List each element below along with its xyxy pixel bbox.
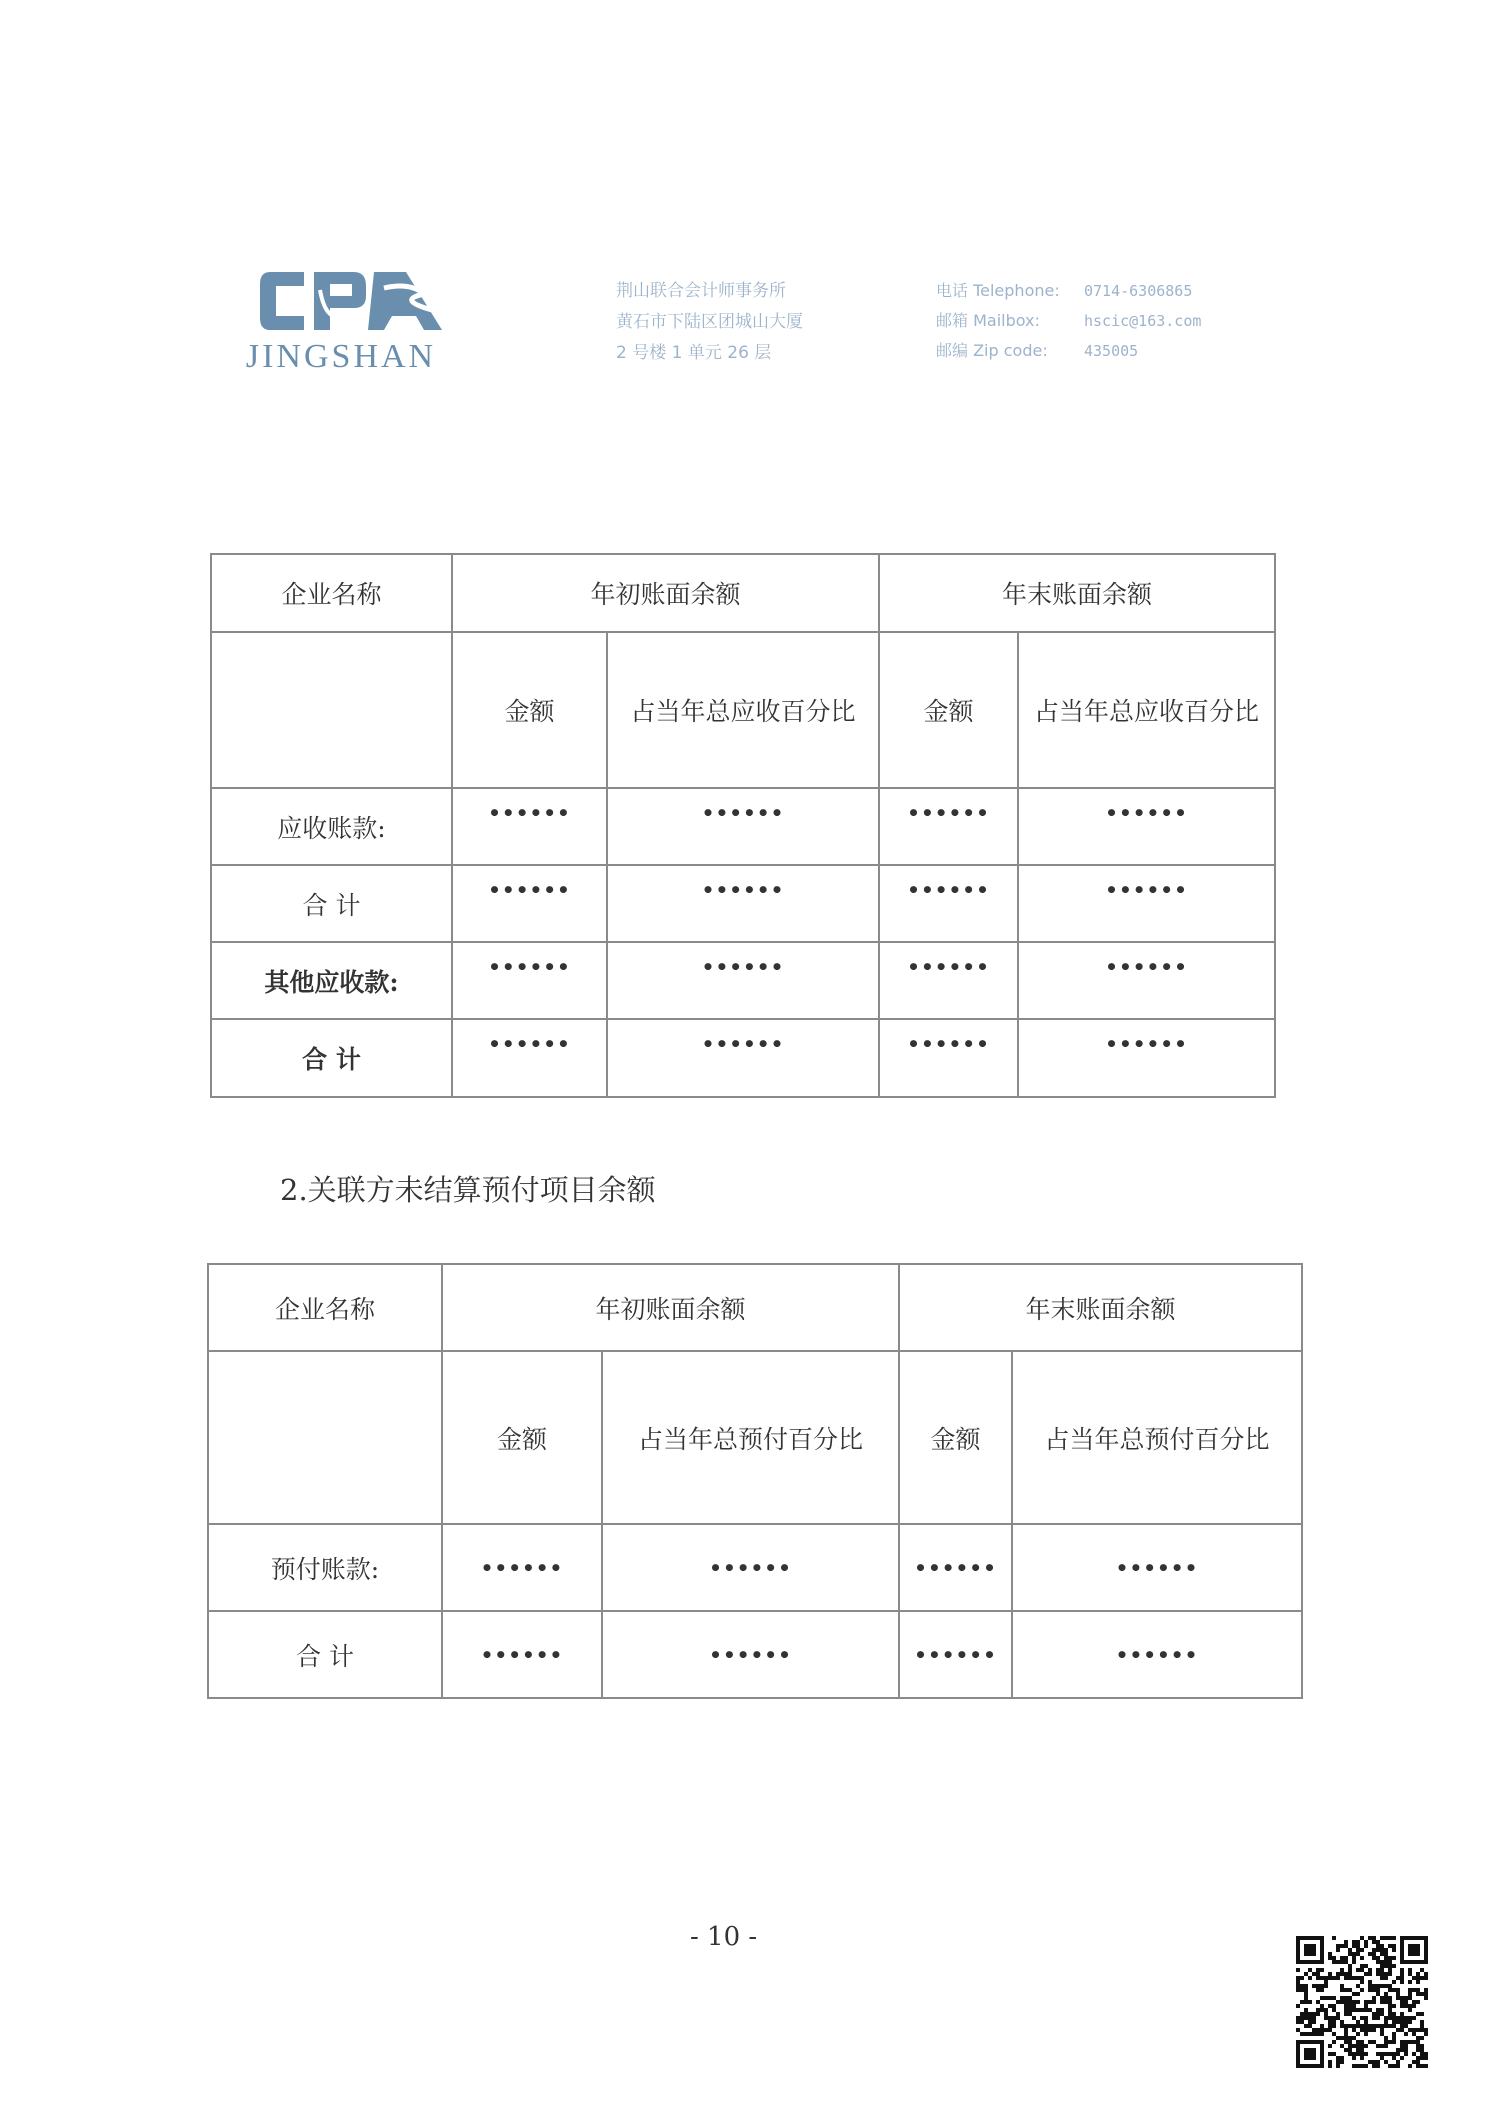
- cell-value: ••••••: [607, 865, 879, 942]
- telephone-label: 电话 Telephone:: [936, 281, 1060, 300]
- logo-text: JINGSHAN: [245, 338, 437, 375]
- cell-value: ••••••: [452, 1019, 607, 1097]
- table-row: [211, 865, 1275, 942]
- cell-value: ••••••: [899, 1524, 1012, 1611]
- firm-address-line-2: 2 号楼 1 单元 26 层: [616, 343, 772, 363]
- table-header-row: [208, 1264, 1302, 1351]
- page-number: - 10 -: [690, 1922, 758, 1952]
- firm-address: [616, 276, 803, 369]
- table-header-row: [211, 554, 1275, 632]
- row-label: 合 计: [211, 1019, 452, 1097]
- cell-value: ••••••: [1018, 865, 1275, 942]
- section-title: 2.关联方未结算预付项目余额: [280, 1173, 656, 1207]
- cell-value: ••••••: [442, 1611, 602, 1698]
- header-begin-balance: 年初账面余额: [442, 1264, 899, 1351]
- table-subheader-row: [211, 632, 1275, 788]
- table-row: [211, 788, 1275, 865]
- cell-value: ••••••: [879, 942, 1018, 1019]
- cell-value: ••••••: [607, 942, 879, 1019]
- prepayments-table: [207, 1263, 1303, 1699]
- cell-value: ••••••: [602, 1611, 899, 1698]
- cell-value: ••••••: [452, 942, 607, 1019]
- cell-value: ••••••: [1018, 942, 1275, 1019]
- header-end-balance: 年末账面余额: [879, 554, 1275, 632]
- contact-info: [936, 276, 1201, 366]
- firm-address-line-1: 黄石市下陆区团城山大厦: [616, 312, 803, 332]
- mailbox-value: hscic@163.com: [1084, 312, 1202, 330]
- mailbox-label: 邮箱 Mailbox:: [936, 311, 1040, 330]
- cell-value: ••••••: [1018, 1019, 1275, 1097]
- cpa-logo-icon: [256, 266, 446, 336]
- header-company-name: 企业名称: [208, 1264, 442, 1351]
- table-row: [208, 1524, 1302, 1611]
- cell-value: ••••••: [452, 788, 607, 865]
- cell-value: ••••••: [602, 1524, 899, 1611]
- header-end-balance: 年末账面余额: [899, 1264, 1302, 1351]
- row-label: 合 计: [211, 865, 452, 942]
- header-end-percent: 占当年总应收百分比: [1018, 632, 1275, 788]
- header-begin-percent: 占当年总预付百分比: [602, 1351, 899, 1524]
- table-row: [211, 942, 1275, 1019]
- zipcode-value: 435005: [1084, 342, 1139, 360]
- cell-value: ••••••: [1018, 788, 1275, 865]
- qr-code-icon: [1296, 1936, 1428, 2068]
- header-company-name: 企业名称: [211, 554, 452, 632]
- header-begin-balance: 年初账面余额: [452, 554, 879, 632]
- table-row: [208, 1611, 1302, 1698]
- firm-name: 荆山联合会计师事务所: [616, 281, 786, 301]
- row-label: 预付账款:: [208, 1524, 442, 1611]
- row-label: 应收账款:: [211, 788, 452, 865]
- contact-telephone: [936, 276, 1201, 306]
- letterhead: [0, 0, 1500, 400]
- header-end-amount: 金额: [879, 632, 1018, 788]
- header-end-amount: 金额: [899, 1351, 1012, 1524]
- header-end-percent: 占当年总预付百分比: [1012, 1351, 1302, 1524]
- zipcode-label: 邮编 Zip code:: [936, 341, 1048, 360]
- cell-value: ••••••: [879, 1019, 1018, 1097]
- table-row: [211, 1019, 1275, 1097]
- cell-value: ••••••: [879, 788, 1018, 865]
- cell-value: ••••••: [442, 1524, 602, 1611]
- cell-value: ••••••: [899, 1611, 1012, 1698]
- cell-value: ••••••: [1012, 1524, 1302, 1611]
- contact-zipcode: [936, 336, 1201, 366]
- header-blank-cell: [211, 632, 452, 788]
- cell-value: ••••••: [1012, 1611, 1302, 1698]
- header-blank-cell: [208, 1351, 442, 1524]
- firm-logo: [236, 266, 446, 376]
- row-label: 合 计: [208, 1611, 442, 1698]
- header-begin-amount: 金额: [442, 1351, 602, 1524]
- header-begin-amount: 金额: [452, 632, 607, 788]
- header-begin-percent: 占当年总应收百分比: [607, 632, 879, 788]
- telephone-value: 0714-6306865: [1084, 282, 1193, 300]
- cell-value: ••••••: [607, 788, 879, 865]
- cell-value: ••••••: [607, 1019, 879, 1097]
- cell-value: ••••••: [879, 865, 1018, 942]
- cell-value: ••••••: [452, 865, 607, 942]
- receivables-table: [210, 553, 1276, 1098]
- row-label: 其他应收款:: [211, 942, 452, 1019]
- table-subheader-row: [208, 1351, 1302, 1524]
- contact-mailbox: [936, 306, 1201, 336]
